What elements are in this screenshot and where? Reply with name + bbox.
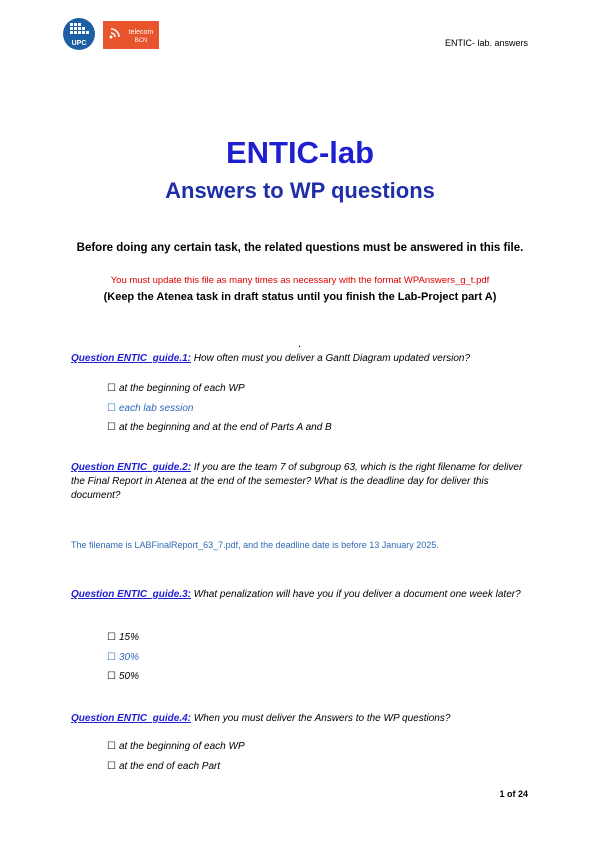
question-4 [71, 712, 531, 726]
page-number: 1 of 24 [499, 789, 528, 799]
question-4-option-2[interactable] [107, 761, 220, 772]
checkbox-icon[interactable]: ☐ [107, 422, 116, 433]
question-1-option-1[interactable] [107, 383, 245, 394]
telecom-logo-text-1: telecom [128, 29, 154, 36]
upc-logo-text: UPC [71, 40, 87, 47]
question-1-option-2[interactable] [107, 403, 193, 414]
question-1 [71, 352, 531, 366]
checkbox-icon[interactable]: ☐ [107, 671, 116, 682]
question-4-link[interactable]: Question ENTIC_guide.4: [71, 713, 192, 724]
question-2-answer: The filename is LABFinalReport_63_7.pdf, and the deadline date is before 13 January 2025. [71, 540, 439, 550]
question-3 [71, 588, 531, 602]
page-subtitle: Answers to WP questions [165, 178, 435, 203]
checkbox-icon[interactable]: ☐ [107, 632, 116, 643]
option-label: at the beginning of each WP [118, 383, 245, 394]
question-3-link[interactable]: Question ENTIC_guide.3: [71, 589, 192, 600]
question-4-option-1[interactable] [107, 741, 245, 752]
option-label: 30% [118, 652, 139, 663]
option-label: 15% [118, 632, 139, 643]
question-1-option-3[interactable] [107, 422, 332, 433]
question-1-link[interactable]: Question ENTIC_guide.1: [71, 353, 192, 364]
update-format-note: You must update this file as many times as necessary with the format WPAnswers_g_t.pdf [110, 275, 490, 286]
checkbox-icon[interactable]: ☐ [107, 761, 116, 772]
intro-text: Before doing any certain task, the related questions must be answered in this file. [76, 242, 524, 254]
checkbox-icon[interactable]: ☐ [107, 652, 116, 663]
telecom-logo-text-2: BCN [134, 38, 148, 44]
checkbox-icon[interactable]: ☐ [107, 403, 116, 414]
header-logos [62, 17, 162, 53]
option-label: at the beginning and at the end of Parts A and B [118, 422, 332, 433]
option-label: at the beginning of each WP [118, 741, 245, 752]
question-2-text: If you are the team 7 of subgroup 63, which is the right filename for deliver the Final Report in Atenea at the end of the semester? What is the deadline day for deliver this document? [71, 462, 523, 501]
option-label: each lab session [118, 403, 194, 414]
question-3-option-1[interactable] [107, 632, 139, 643]
upc-telecom-logo [62, 17, 162, 53]
page-title: ENTIC-lab [225, 135, 375, 170]
header-doc-label: ENTIC- lab. answers [444, 38, 528, 48]
option-label: at the end of each Part [118, 761, 221, 772]
draft-status-note: (Keep the Atenea task in draft status until you finish the Lab-Project part A) [103, 291, 497, 303]
option-label: 50% [118, 671, 139, 682]
question-2 [71, 461, 531, 503]
question-3-option-2[interactable] [107, 652, 139, 663]
checkbox-icon[interactable]: ☐ [107, 383, 116, 394]
question-3-option-3[interactable] [107, 671, 139, 682]
separator-dot: . [298, 338, 302, 350]
checkbox-icon[interactable]: ☐ [107, 741, 116, 752]
question-2-link[interactable]: Question ENTIC_guide.2: [71, 462, 192, 473]
question-1-text: How often must you deliver a Gantt Diagram updated version? [191, 353, 471, 364]
question-3-text: What penalization will have you if you deliver a document one week later? [191, 589, 521, 600]
question-4-text: When you must deliver the Answers to the WP questions? [191, 713, 451, 724]
